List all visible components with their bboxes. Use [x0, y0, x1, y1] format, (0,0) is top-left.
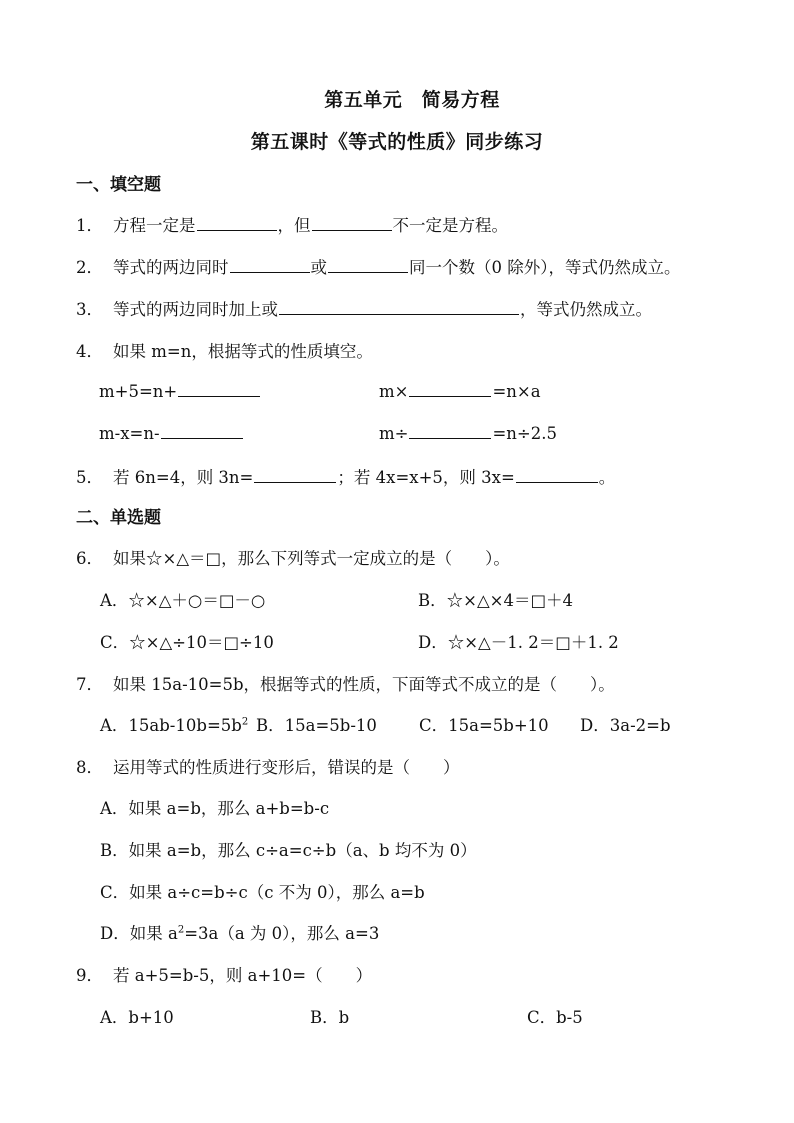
answer-blank[interactable]	[279, 298, 519, 315]
answer-blank[interactable]	[328, 256, 408, 273]
answer-blank[interactable]	[178, 380, 260, 397]
answer-blank[interactable]	[230, 256, 310, 273]
q7-option-c[interactable]: C．15a=5b+10	[419, 716, 549, 735]
question-number: 1．	[76, 216, 103, 235]
section-heading-fill-in: 一、填空题	[76, 175, 161, 195]
q8-option-c[interactable]: C．如果 a÷c=b÷c（c 不为 0），那么 a=b	[100, 883, 425, 902]
q4-item-3: m-x=n-	[99, 422, 244, 443]
q6-option-b[interactable]: B．☆×△×4＝□＋4	[418, 591, 574, 610]
question-number: 5．	[76, 468, 103, 487]
answer-blank[interactable]	[197, 214, 277, 231]
section-heading-single-choice: 二、单选题	[76, 508, 161, 528]
answer-blank[interactable]	[516, 466, 598, 483]
question-4: 4． 如果 m=n，根据等式的性质填空。	[76, 338, 373, 362]
q4-item-1: m+5=n+	[99, 380, 261, 401]
q8-option-a[interactable]: A．如果 a=b，那么 a+b=b-c	[100, 799, 330, 818]
question-number: 3．	[76, 300, 103, 319]
question-number: 4．	[76, 342, 103, 361]
lesson-title: 第五课时《等式的性质》同步练习	[250, 131, 544, 153]
answer-blank[interactable]	[161, 422, 243, 439]
q4-item-2: m× =n×a	[379, 382, 541, 401]
q9-option-a[interactable]: A．b+10	[100, 1008, 174, 1027]
answer-blank[interactable]	[254, 466, 336, 483]
question-1: 1． 方程一定是 ，但 不一定是方程。	[76, 212, 508, 236]
q8-option-b[interactable]: B．如果 a=b，那么 c÷a=c÷b（a、b 均不为 0）	[100, 841, 477, 860]
q6-option-d[interactable]: D．☆×△－1. 2＝□＋1. 2	[418, 633, 619, 652]
q9-option-c[interactable]: C．b-5	[527, 1008, 583, 1027]
question-number: 7．	[76, 675, 103, 694]
answer-blank[interactable]	[409, 422, 491, 439]
question-6: 6． 如果☆×△＝□，那么下列等式一定成立的是（ ）。	[76, 545, 510, 569]
answer-blank[interactable]	[409, 380, 491, 397]
q6-option-a[interactable]: A．☆×△＋○＝□－○	[100, 591, 266, 610]
question-number: 9．	[76, 966, 103, 985]
q4-item-4: m÷ =n÷2.5	[379, 424, 558, 443]
unit-title: 第五单元 简易方程	[324, 89, 500, 111]
q9-option-b[interactable]: B．b	[310, 1008, 350, 1027]
answer-blank[interactable]	[312, 214, 392, 231]
q6-option-c[interactable]: C．☆×△÷10＝□÷10	[100, 633, 274, 652]
q7-option-b[interactable]: B．15a=5b-10	[256, 716, 377, 735]
q7-option-d[interactable]: D．3a-2=b	[580, 716, 671, 735]
question-9: 9． 若 a+5=b-5，则 a+10=（ ）	[76, 962, 372, 986]
q7-option-a[interactable]: A．$15ab-10b=5b^2$	[100, 716, 249, 735]
question-7: 7． 如果 15a-10=5b，根据等式的性质，下面等式不成立的是（ ）。	[76, 671, 615, 695]
question-number: 8．	[76, 758, 103, 777]
question-number: 6．	[76, 549, 103, 568]
question-2: 2． 等式的两边同时 或 同一个数（0 除外），等式仍然成立。	[76, 254, 681, 278]
question-8: 8． 运用等式的性质进行变形后，错误的是（ ）	[76, 754, 460, 778]
question-5: 5． 若 6n=4，则 3n= ；若 4x=x+5，则 3x= 。	[76, 464, 615, 488]
question-3: 3． 等式的两边同时加上或 ，等式仍然成立。	[76, 296, 652, 320]
question-number: 2．	[76, 258, 103, 277]
q8-option-d[interactable]: D．如果 $a^2=3a(a$ 为 0），那么 a=3	[100, 924, 380, 943]
